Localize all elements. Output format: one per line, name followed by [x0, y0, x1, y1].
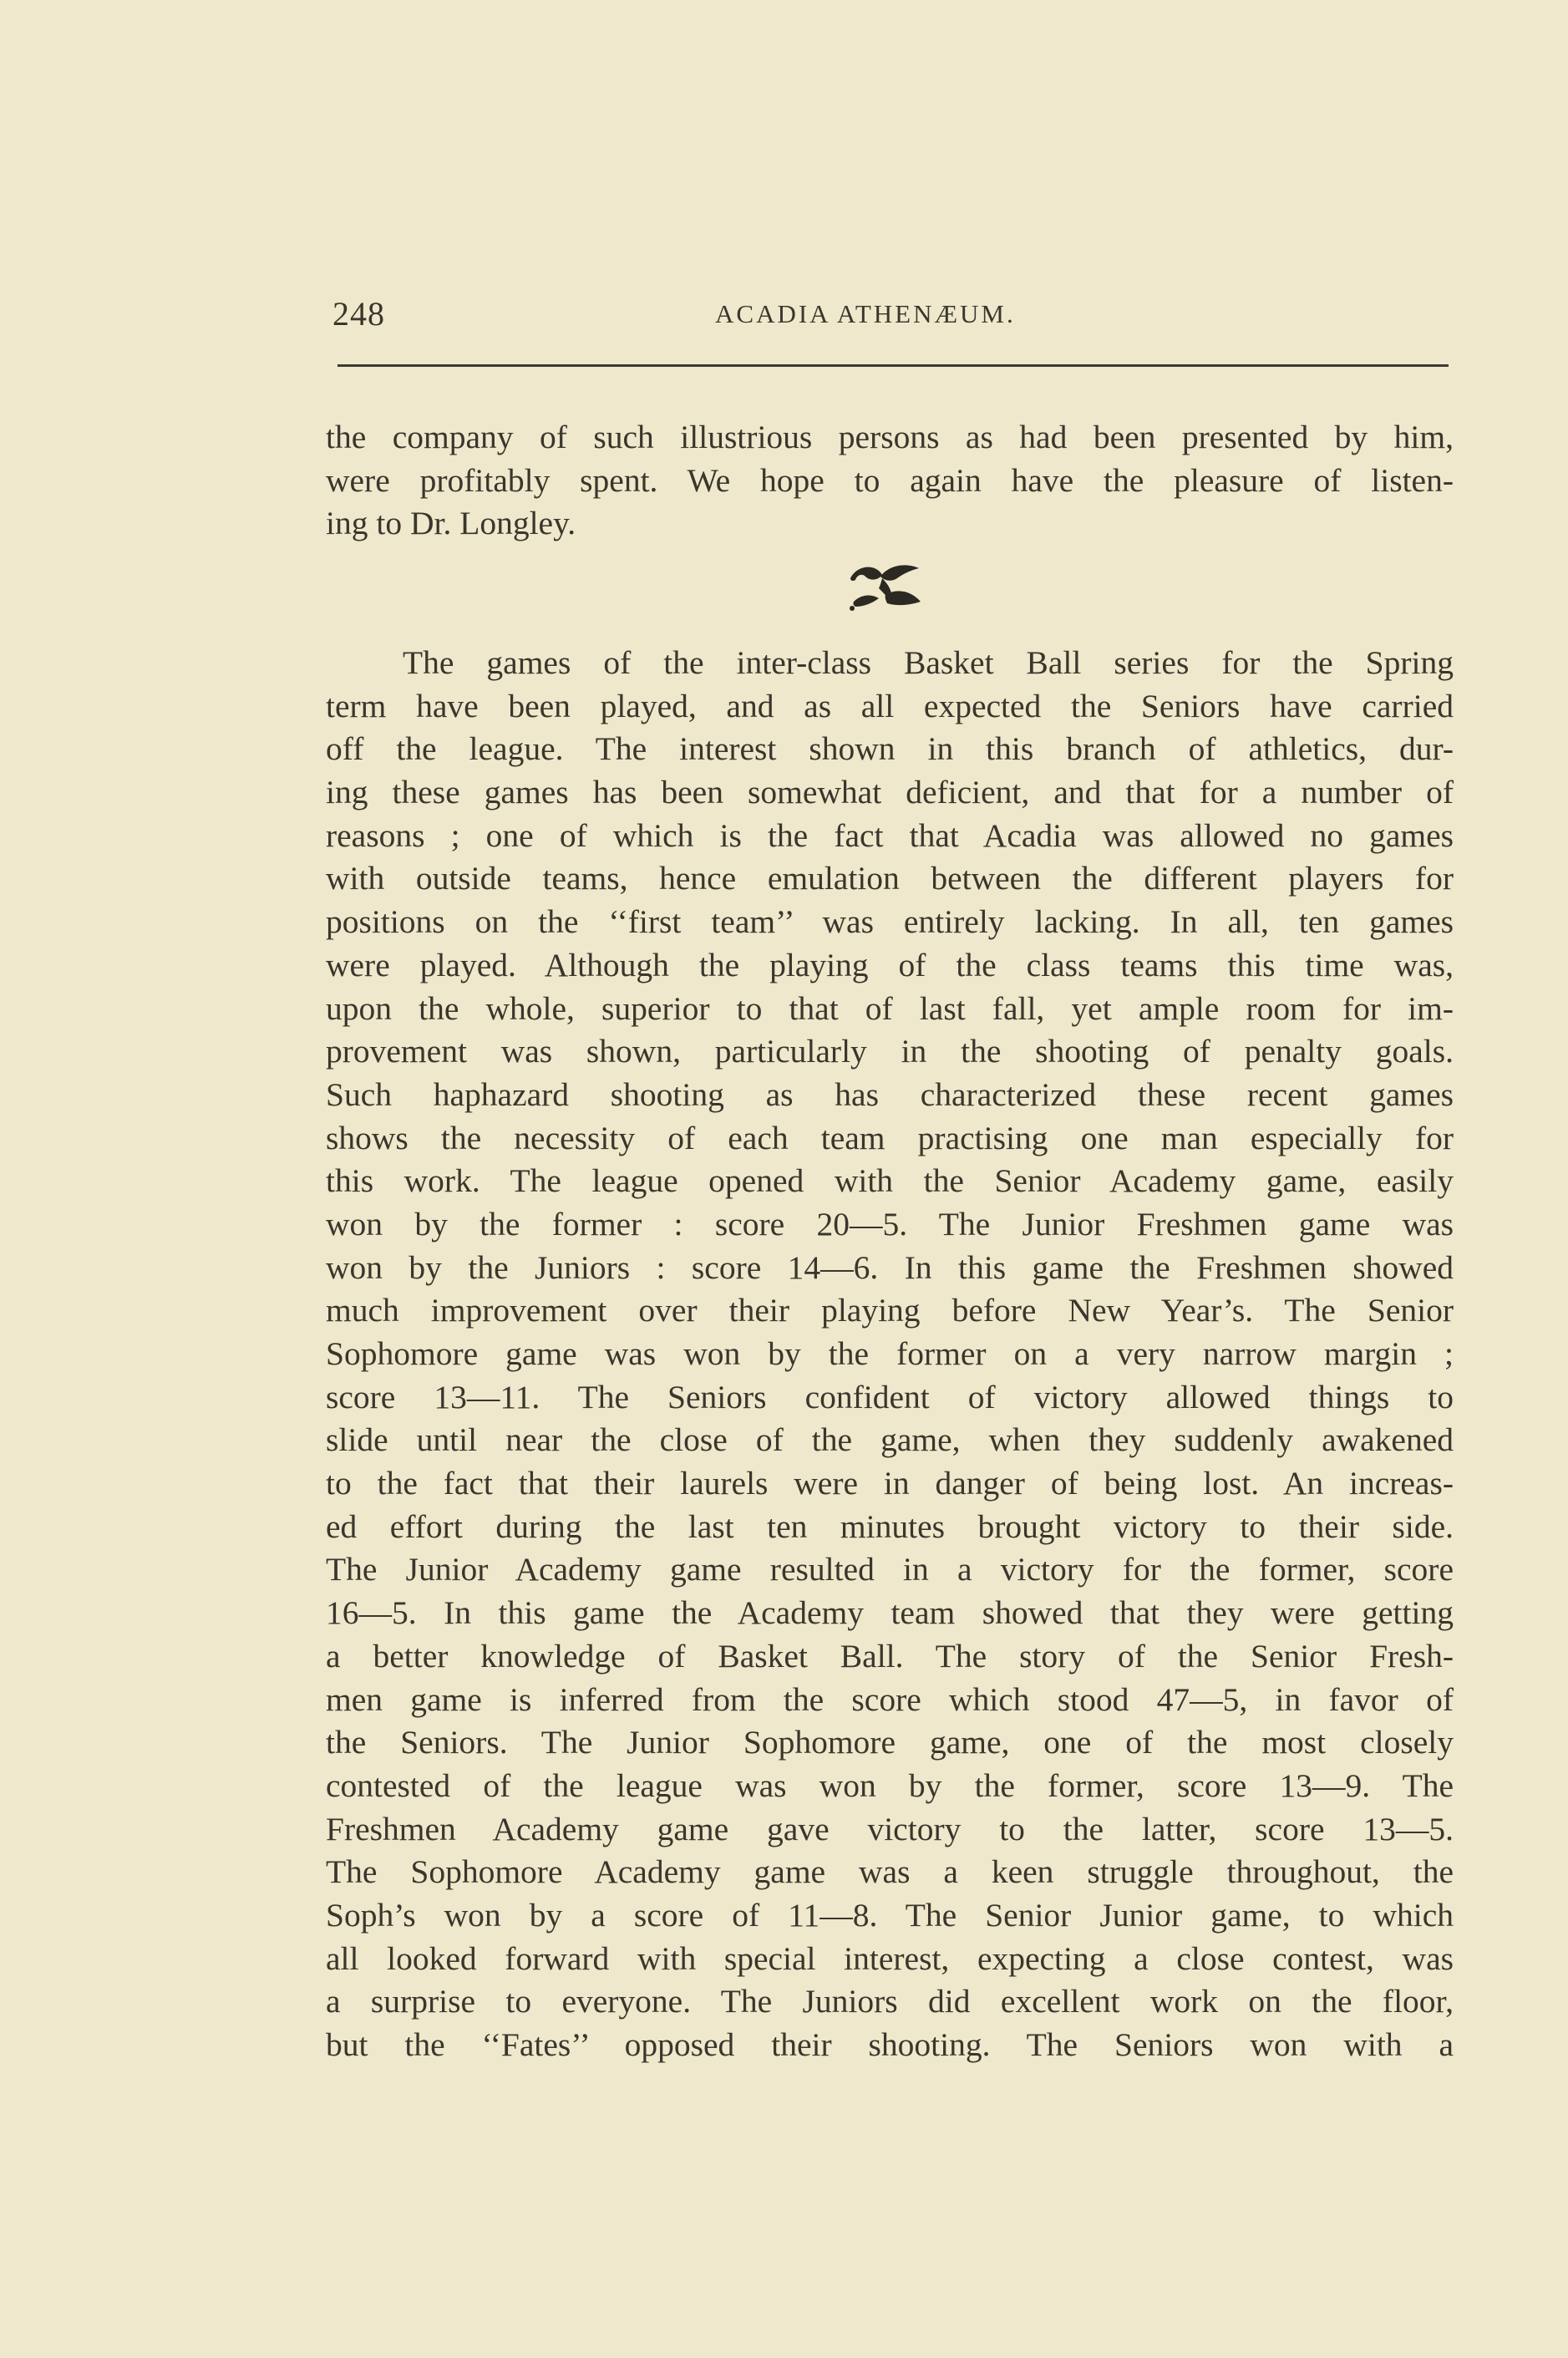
text-line: won by the former : score 20—5. The Junior Freshmen game was	[326, 1205, 1454, 1243]
text-line: to the fact that their laurels were in danger of being lost. An increas-	[326, 1465, 1454, 1502]
top-paragraph	[326, 416, 1454, 546]
text-line: slide until near the close of the game, when they suddenly awakened	[326, 1421, 1454, 1459]
text-line: were played. Although the playing of the class teams this time was,	[326, 946, 1454, 983]
text-line: contested of the league was won by the former, score 13—9. The	[326, 1766, 1454, 1804]
text-line: ing these games has been somewhat deficient, and that for a number of	[326, 774, 1454, 811]
text-line: were profitably spent. We hope to again have the pleasure of listen-	[326, 461, 1454, 499]
text-line: Soph’s won by a score of 11—8. The Senior Junior game, to which	[326, 1896, 1454, 1934]
text-line: all looked forward with special interest, expecting a close contest, was	[326, 1939, 1454, 1977]
text-line: a surprise to everyone. The Juniors did excellent work on the floor,	[326, 1983, 1454, 2020]
fleuron-ornament-icon	[845, 560, 926, 618]
text-line: ed effort during the last ten minutes brought victory to their side.	[326, 1507, 1454, 1545]
text-line: the company of such illustrious persons as had been presented by him,	[326, 419, 1454, 455]
text-line: with outside teams, hence emulation between the different players for	[326, 860, 1454, 897]
text-line: this work. The league opened with the Senior Academy game, easily	[326, 1162, 1454, 1200]
text-line: a better knowledge of Basket Ball. The story of the Senior Fresh-	[326, 1637, 1454, 1674]
main-paragraph	[326, 642, 1454, 2067]
text-line: Sophomore game was won by the former on a very narrow margin ;	[326, 1335, 1454, 1372]
text-line: provement was shown, particularly in the shooting of penalty goals.	[326, 1033, 1454, 1070]
text-line: The Sophomore Academy game was a keen struggle throughout, the	[326, 1853, 1454, 1891]
text-line: won by the Juniors : score 14—6. In this game the Freshmen showed	[326, 1248, 1454, 1286]
text-line: much improvement over their playing before New Year’s. The Senior	[326, 1292, 1454, 1329]
text-line: The games of the inter-class Basket Ball series for the Spring	[403, 644, 1454, 681]
text-line: positions on the ‘‘first team’’ was entirely lacking. In all, ten games	[326, 903, 1454, 941]
page-header	[332, 294, 1449, 336]
text-line: reasons ; one of which is the fact that Acadia was allowed no games	[326, 816, 1454, 854]
text-line: The Junior Academy game resulted in a victory for the former, score	[326, 1551, 1454, 1588]
text-line: Freshmen Academy game gave victory to the latter, score 13—5.	[326, 1810, 1454, 1847]
text-line: upon the whole, superior to that of last fall, yet ample room for im-	[326, 989, 1454, 1027]
text-line: term have been played, and as all expected the Seniors have carried	[326, 687, 1454, 724]
text-line: the Seniors. The Junior Sophomore game, one of the most closely	[326, 1724, 1454, 1761]
text-line: off the league. The interest shown in this branch of athletics, dur-	[326, 730, 1454, 768]
text-line: score 13—11. The Seniors confident of victory allowed things to	[326, 1378, 1454, 1415]
header-rule	[337, 364, 1449, 367]
text-line: shows the necessity of each team practising one man especially for	[326, 1119, 1454, 1156]
text-line: Such haphazard shooting as has characterized these recent games	[326, 1075, 1454, 1113]
page-number: 248	[332, 295, 385, 333]
text-line: 16—5. In this game the Academy team showed that they were getting	[326, 1594, 1454, 1632]
text-line: men game is inferred from the score which stood 47—5, in favor of	[326, 1680, 1454, 1718]
text-line: but the ‘‘Fates’’ opposed their shooting. The Seniors won with a	[326, 2026, 1454, 2063]
text-line: ing to Dr. Longley.	[326, 505, 576, 542]
running-title: ACADIA ATHENÆUM.	[715, 299, 1016, 328]
